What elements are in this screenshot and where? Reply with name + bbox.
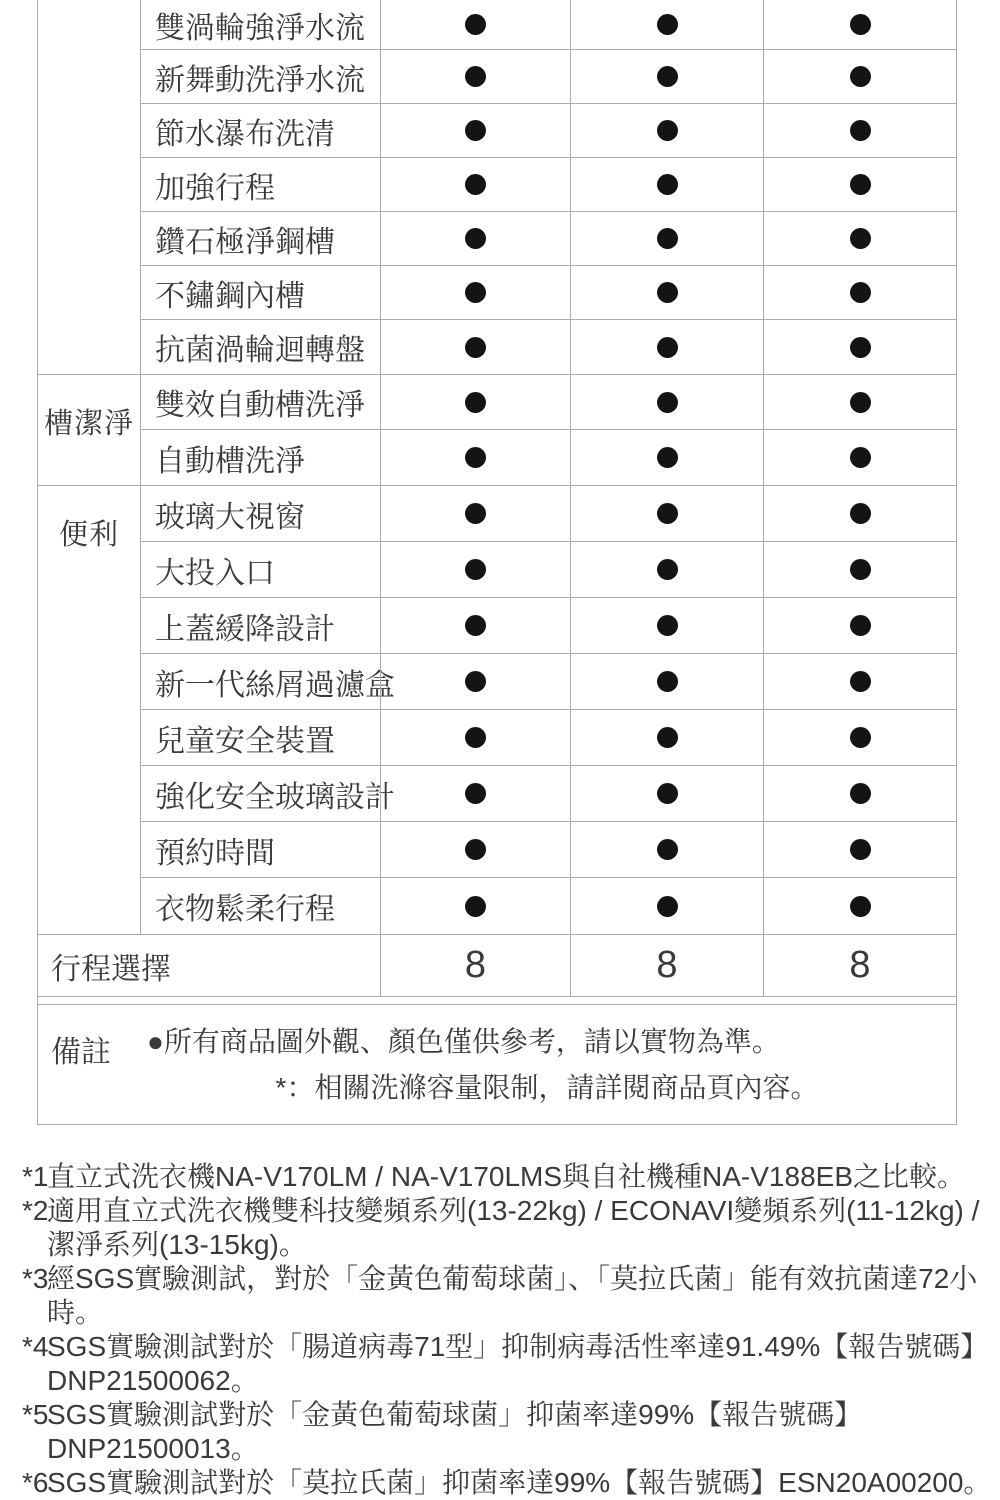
footnote-line: 潔淨系列(13-15kg)。 <box>47 1229 307 1260</box>
table-section <box>38 486 956 935</box>
feature-dot <box>465 839 486 860</box>
model-1-cell <box>380 878 570 934</box>
feature-name: 衣物鬆柔行程 <box>155 893 335 926</box>
category-cell <box>38 0 141 374</box>
feature-dot <box>657 392 678 413</box>
model-1-cell <box>380 104 570 157</box>
feature-dot <box>850 337 871 358</box>
footnote <box>22 1160 982 1194</box>
feature-dot <box>657 727 678 748</box>
feature-dot <box>850 14 871 35</box>
model-1-cell <box>380 50 570 103</box>
feature-dot <box>657 615 678 636</box>
feature-dot <box>657 671 678 692</box>
footnote-text <box>47 1398 982 1466</box>
notes-line-2: *：相關洗滌容量限制，請詳閱商品頁內容。 <box>275 1071 819 1103</box>
feature-name-cell <box>141 0 380 49</box>
model-2-cell <box>570 50 763 103</box>
feature-name-cell <box>141 598 380 653</box>
model-1-cell <box>380 486 570 541</box>
footnote-line: SGS實驗測試對於「腸道病毒71型」抑制病毒活性率達91.49%【報告號碼】 <box>47 1331 989 1362</box>
feature-name: 自動槽洗淨 <box>155 444 305 478</box>
footnote-text <box>47 1194 982 1262</box>
notes-line-1: ●所有商品圖外觀、顏色僅供參考，請以實物為準。 <box>147 1025 780 1057</box>
footnote <box>22 1194 982 1262</box>
program-count-model-3: 8 <box>763 935 956 996</box>
model-2-cell <box>570 542 763 597</box>
footnote-marker: *5 <box>22 1399 49 1430</box>
feature-dot <box>465 727 486 748</box>
section-rows <box>141 486 956 934</box>
feature-dot <box>657 503 678 524</box>
feature-name: 鑽石極淨鋼槽 <box>155 225 335 259</box>
feature-name-cell <box>141 266 380 319</box>
category-label: 便利 <box>58 519 119 551</box>
table-section <box>38 375 956 486</box>
feature-dot <box>465 559 486 580</box>
footnote-marker: *4 <box>22 1331 49 1362</box>
feature-name-cell <box>141 158 380 211</box>
feature-name-cell <box>141 320 380 374</box>
model-3-cell <box>763 486 956 541</box>
model-3-cell <box>763 878 956 934</box>
feature-dot <box>657 120 678 141</box>
model-1-cell <box>380 158 570 211</box>
model-1-cell <box>380 766 570 821</box>
feature-dot <box>850 783 871 804</box>
table-row <box>141 654 956 710</box>
model-3-cell <box>763 266 956 319</box>
feature-name: 上蓋緩降設計 <box>155 612 335 646</box>
category-label: 槽潔淨 <box>43 408 134 440</box>
feature-dot <box>465 120 486 141</box>
model-2-cell <box>570 212 763 265</box>
feature-dot <box>465 447 486 468</box>
feature-name-cell <box>141 50 380 103</box>
program-select-label: 行程選擇 <box>51 952 171 986</box>
feature-dot <box>850 120 871 141</box>
table-row <box>141 766 956 822</box>
feature-name-cell <box>141 212 380 265</box>
feature-dot <box>850 447 871 468</box>
model-2-cell <box>570 598 763 653</box>
model-3-cell <box>763 598 956 653</box>
feature-name: 新舞動洗淨水流 <box>155 63 365 97</box>
table-row <box>141 822 956 878</box>
notes-label: 備註 <box>51 1036 111 1069</box>
section-rows <box>141 375 956 485</box>
table-row <box>141 158 956 212</box>
model-2-cell <box>570 766 763 821</box>
model-2-cell <box>570 375 763 429</box>
feature-dot <box>657 783 678 804</box>
row-divider-gap <box>38 997 956 1004</box>
feature-dot <box>850 615 871 636</box>
model-2-cell <box>570 158 763 211</box>
feature-name: 玻璃大視窗 <box>155 500 305 534</box>
footnote <box>22 1262 982 1330</box>
footnote-line: 時。 <box>47 1297 104 1328</box>
program-select-row <box>38 935 956 997</box>
table-section <box>38 0 956 375</box>
model-3-cell <box>763 430 956 485</box>
section-rows <box>141 0 956 374</box>
table-row <box>141 878 956 934</box>
footnote-line: SGS實驗測試對於「莫拉氏菌」抑菌率達99%【報告號碼】ESN20A00200。 <box>47 1467 992 1498</box>
model-2-cell <box>570 710 763 765</box>
model-3-cell <box>763 158 956 211</box>
feature-name: 大投入口 <box>155 556 275 590</box>
table-row <box>141 710 956 766</box>
feature-dot <box>850 228 871 249</box>
feature-dot <box>657 174 678 195</box>
feature-name-cell <box>141 430 380 485</box>
table-row <box>141 430 956 485</box>
feature-dot <box>657 14 678 35</box>
footnote-line: DNP21500013。 <box>47 1433 259 1464</box>
feature-name: 不鏽鋼內槽 <box>155 279 305 313</box>
feature-name-cell <box>141 878 380 934</box>
feature-name: 兒童安全裝置 <box>155 724 335 758</box>
footnote <box>22 1466 992 1500</box>
feature-name-cell <box>141 766 395 821</box>
footnote-text <box>47 1330 988 1398</box>
feature-dot <box>465 392 486 413</box>
table-row <box>141 212 956 266</box>
feature-name: 抗菌渦輪迴轉盤 <box>155 334 365 367</box>
feature-dot <box>850 727 871 748</box>
category-cell <box>38 375 141 485</box>
model-1-cell <box>380 710 570 765</box>
feature-dot <box>657 282 678 303</box>
footnote-line: 經SGS實驗測試，對於「金黃色葡萄球菌」、「莫拉氏菌」能有效抗菌達72小 <box>47 1263 978 1294</box>
footnote-text <box>47 1262 982 1330</box>
footnote-line: 直立式洗衣機NA-V170LM / NA-V170LMS與自社機種NA-V188EB之比較。 <box>47 1161 965 1192</box>
table-row <box>141 598 956 654</box>
model-1-cell <box>380 822 570 877</box>
model-3-cell <box>763 0 956 49</box>
feature-dot <box>850 174 871 195</box>
feature-name-cell <box>141 542 380 597</box>
feature-dot <box>465 503 486 524</box>
table-row <box>141 0 956 50</box>
feature-name-cell <box>141 710 380 765</box>
model-2-cell <box>570 320 763 374</box>
model-3-cell <box>763 212 956 265</box>
footnote-marker: *3 <box>22 1263 49 1294</box>
footnotes <box>22 1160 992 1500</box>
feature-dot <box>465 783 486 804</box>
footnote-line: SGS實驗測試對於「金黃色葡萄球菌」抑菌率達99%【報告號碼】 <box>47 1399 863 1430</box>
model-3-cell <box>763 50 956 103</box>
model-3-cell <box>763 104 956 157</box>
feature-dot <box>850 392 871 413</box>
feature-dot <box>465 615 486 636</box>
feature-dot <box>465 671 486 692</box>
feature-dot <box>465 337 486 358</box>
feature-name-cell <box>141 822 380 877</box>
table-row <box>141 320 956 374</box>
model-2-cell <box>570 878 763 934</box>
table-row <box>141 542 956 598</box>
feature-name: 預約時間 <box>155 836 275 870</box>
feature-dot <box>657 839 678 860</box>
model-1-cell <box>380 0 570 49</box>
feature-name: 雙渦輪強淨水流 <box>155 11 365 45</box>
feature-name-cell <box>141 486 380 541</box>
table-row <box>141 375 956 430</box>
feature-dot <box>850 671 871 692</box>
feature-name-cell <box>141 375 380 429</box>
model-3-cell <box>763 320 956 374</box>
footnote <box>22 1398 982 1466</box>
feature-name-cell <box>141 104 380 157</box>
model-2-cell <box>570 430 763 485</box>
model-1-cell <box>380 266 570 319</box>
feature-dot <box>850 503 871 524</box>
model-1-cell <box>380 320 570 374</box>
feature-dot <box>465 896 486 917</box>
footnote-line: 適用直立式洗衣機雙科技變頻系列(13-22kg) / ECONAVI變頻系列(11-12kg) / <box>47 1195 980 1226</box>
notes-content <box>138 1005 956 1124</box>
comparison-table <box>37 0 957 1125</box>
footnote <box>22 1330 989 1398</box>
feature-name-cell <box>141 654 395 709</box>
table-row <box>141 486 956 542</box>
feature-name: 強化安全玻璃設計 <box>155 780 395 814</box>
model-1-cell <box>380 212 570 265</box>
model-3-cell <box>763 375 956 429</box>
model-1-cell <box>380 375 570 429</box>
model-2-cell <box>570 0 763 49</box>
model-2-cell <box>570 266 763 319</box>
model-1-cell <box>380 654 570 709</box>
footnote-marker: *1 <box>22 1161 49 1192</box>
table-row <box>141 266 956 320</box>
feature-dot <box>465 14 486 35</box>
feature-name: 加強行程 <box>155 171 275 205</box>
program-count-model-1: 8 <box>380 935 570 996</box>
model-2-cell <box>570 822 763 877</box>
table-row <box>141 104 956 158</box>
feature-dot <box>850 839 871 860</box>
feature-dot <box>850 896 871 917</box>
model-3-cell <box>763 766 956 821</box>
table-row <box>141 50 956 104</box>
category-cell <box>38 486 141 934</box>
model-2-cell <box>570 486 763 541</box>
program-count-model-2: 8 <box>570 935 763 996</box>
feature-dot <box>465 228 486 249</box>
feature-dot <box>850 559 871 580</box>
model-2-cell <box>570 104 763 157</box>
footnote-text <box>47 1160 982 1194</box>
feature-sections <box>38 0 956 935</box>
model-3-cell <box>763 654 956 709</box>
feature-dot <box>465 282 486 303</box>
feature-dot <box>657 228 678 249</box>
model-2-cell <box>570 654 763 709</box>
model-1-cell <box>380 598 570 653</box>
feature-dot <box>657 559 678 580</box>
feature-dot <box>657 66 678 87</box>
feature-dot <box>657 896 678 917</box>
footnote-marker: *6 <box>22 1467 49 1498</box>
feature-name: 雙效自動槽洗淨 <box>155 389 365 422</box>
model-1-cell <box>380 430 570 485</box>
feature-dot <box>465 66 486 87</box>
feature-name: 新一代絲屑過濾盒 <box>155 668 395 702</box>
model-3-cell <box>763 822 956 877</box>
feature-dot <box>850 66 871 87</box>
model-1-cell <box>380 542 570 597</box>
feature-dot <box>850 282 871 303</box>
feature-dot <box>657 337 678 358</box>
feature-dot <box>465 174 486 195</box>
model-3-cell <box>763 710 956 765</box>
model-3-cell <box>763 542 956 597</box>
footnote-marker: *2 <box>22 1195 49 1226</box>
footnote-text <box>47 1466 991 1500</box>
feature-name: 節水瀑布洗清 <box>155 117 335 151</box>
footnote-line: DNP21500062。 <box>47 1365 259 1396</box>
notes-row <box>38 1004 956 1125</box>
feature-dot <box>657 447 678 468</box>
